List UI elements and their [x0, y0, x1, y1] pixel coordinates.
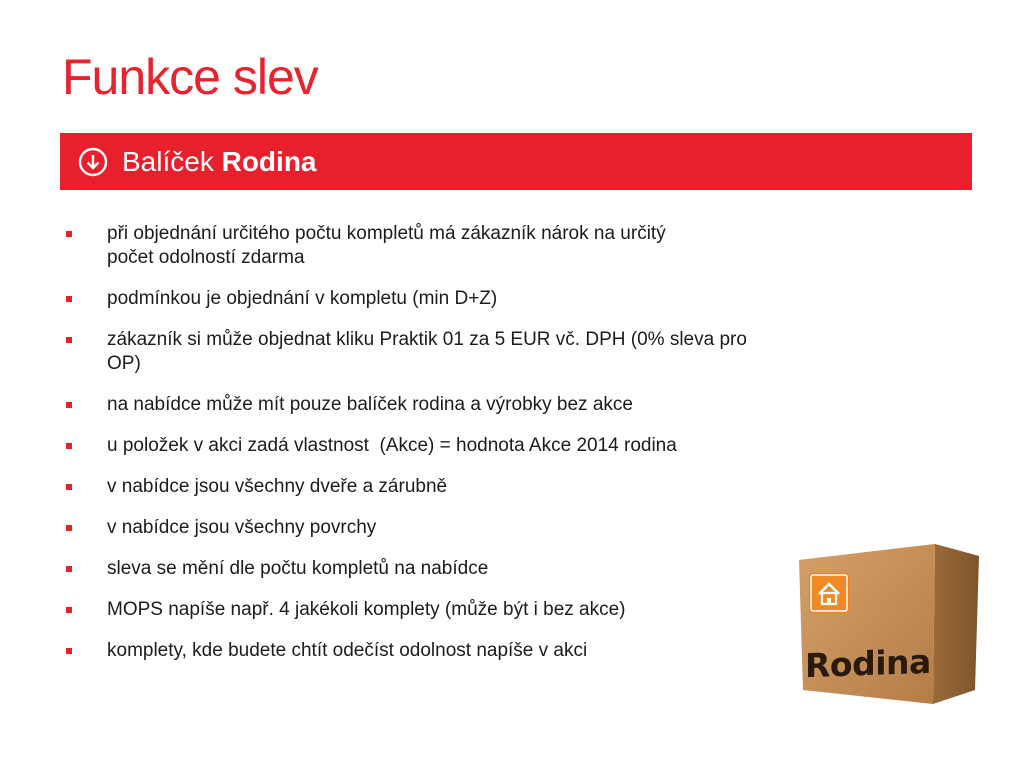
banner-title-prefix: Balíček [122, 145, 222, 177]
bullet-marker [66, 525, 72, 531]
list-item [66, 598, 866, 622]
bullet-marker [66, 607, 72, 613]
banner-title-bold: Rodina [221, 145, 317, 177]
bullet-text: podmínkou je objednání v kompletu (min D+Z) [107, 288, 498, 309]
arrow-down-circle-icon [76, 145, 110, 179]
bullet-text: zákazník si může objednat kliku Praktik 01 za 5 EUR vč. DPH (0% sleva pro OP) [107, 329, 753, 374]
bullet-marker [66, 402, 72, 408]
list-item [66, 475, 866, 499]
bullet-text: sleva se mění dle počtu kompletů na nabídce [107, 558, 489, 579]
bullet-marker [66, 648, 72, 654]
bullet-marker [66, 337, 72, 343]
bullet-list [66, 222, 866, 680]
bullet-text: MOPS napíše např. 4 jakékoli komplety (může být i bez akce) [107, 599, 626, 620]
list-item [66, 434, 866, 458]
list-item [66, 287, 866, 311]
bullet-marker [66, 296, 72, 302]
box-label: Rodina [805, 641, 931, 686]
bullet-text: komplety, kde budete chtít odečíst odolnost napíše v akci [107, 640, 588, 661]
bullet-marker [66, 484, 72, 490]
bullet-text: u položek v akci zadá vlastnost (Akce) = hodnota Akce 2014 rodina [107, 435, 677, 456]
list-item [66, 328, 866, 376]
section-banner [60, 133, 972, 190]
bullet-text: při objednání určitého počtu kompletů má zákazník nárok na určitý počet odolností zdarma [107, 223, 666, 268]
list-item [66, 639, 866, 663]
banner-title [122, 146, 317, 178]
bullet-text: v nabídce jsou všechny povrchy [107, 517, 377, 538]
bullet-text: v nabídce jsou všechny dveře a zárubně [107, 476, 448, 497]
bullet-marker [66, 566, 72, 572]
bullet-text: na nabídce může mít pouze balíček rodina a výrobky bez akce [107, 394, 633, 415]
list-item [66, 222, 866, 270]
bullet-marker [66, 231, 72, 237]
list-item [66, 557, 866, 581]
slide-title: Funkce slev [62, 49, 318, 105]
list-item [66, 393, 866, 417]
house-icon [809, 573, 849, 613]
bullet-marker [66, 443, 72, 449]
list-item [66, 516, 866, 540]
rodina-box-image [795, 540, 985, 720]
